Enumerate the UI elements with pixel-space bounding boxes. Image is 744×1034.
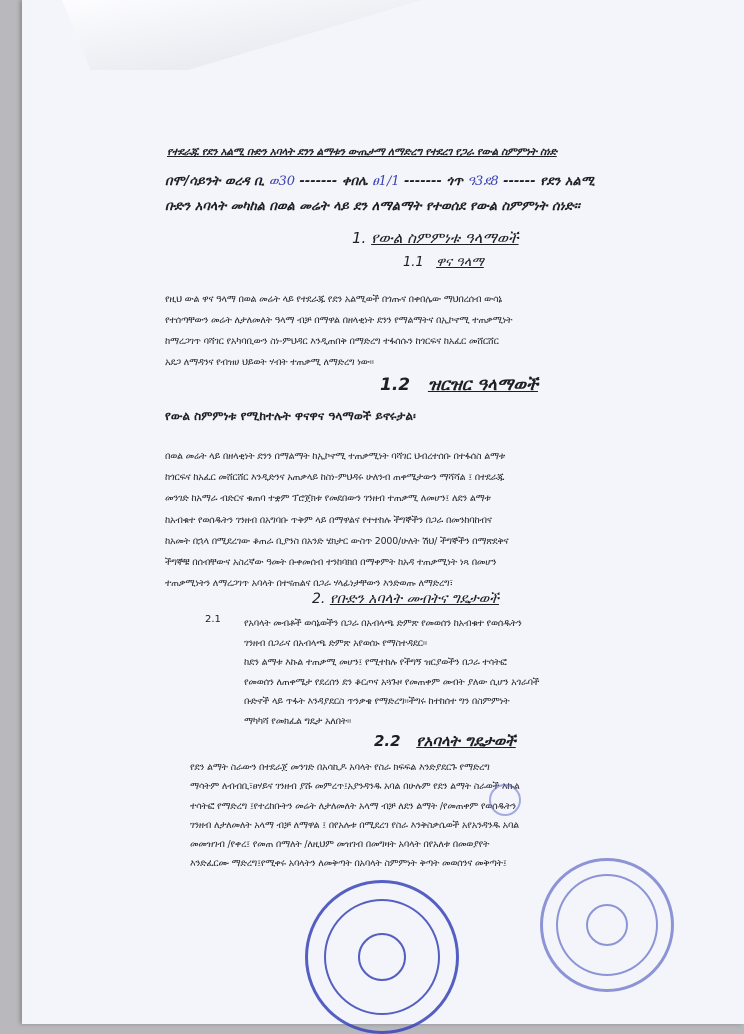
main-objective-paragraph — [165, 289, 512, 373]
ref-end: የደን አልሚ — [540, 174, 595, 189]
member-duties-paragraph — [190, 758, 520, 874]
section-1-2-heading: 1.2 ዝርዝር ዓላማወች — [380, 375, 538, 395]
clause-2-1-number: 2.1 — [205, 614, 221, 625]
objectives-lead: የውል ስምምነቱ የሚከተሉት ዋናዋና ዓላማወች ይኖሩታል፡ — [165, 409, 416, 423]
ref-got-label: ጎጥ — [446, 174, 463, 189]
paragraph-line: ቡድኖች ላይ ጥፋት እንዳያደርስ ጥንቃቄ የማድረግ፡፡ችግሩ ከተከሰተ ግን በስምምነት — [244, 696, 510, 707]
ref-prefix: በሞ/ሳይንት ወረዳ ቢ — [165, 174, 265, 189]
member-rights-paragraph — [244, 614, 539, 731]
reference-line-2: ቡድን አባላት መካከል በወል መሬት ላይ ደን ለማልማት የተወሰደ የውል ስምምነት ሰነድ፡፡ — [165, 199, 580, 214]
detailed-objectives-paragraph — [165, 446, 508, 594]
paragraph-line: ችግኞቹ በሰብቸውና አስረኛው ዓመት ቡቀመሰብ ተንከባክበ በማቀምት ከአዳ ተጠቃሚነት ነጻ በመሆን — [165, 557, 497, 569]
paragraph-line: ከደን ልማቱ እኩል ተጠቃሚ መሆን፤ የሚተከሉ የችግኝ ዝርያወችን በጋራ ተሳትፎ — [244, 657, 507, 668]
paragraph-line: ከአብቁተ የወሰዱትን ገንዘብ በአግባቡ ጥቅም ላይ በማዋልና የተተከሉ ችግኞችን በጋራ በመንከባከብና — [165, 514, 492, 526]
paragraph-line: መንገድ ከአማራ ብድርና ቁጠባ ተቋም ፕሮጀክቱ የመደበውን ገንዘብ ተጠቃሚ ለመሆን፤ ለደን ልማቱ — [165, 493, 491, 505]
reference-line-1: በሞ/ሳይንት ወረዳ ቢ ወ30 ------- ቀበሌ ፀ1/1 ------- ጎጥ ዓ3ደ8 ------ የደን አልሚ — [165, 174, 595, 189]
document-page — [22, 0, 744, 1024]
paragraph-line: ማካካሻ የመክፈል ግዴታ አለበት፡፡ — [244, 715, 352, 727]
paragraph-line: ተጠቃሚነትን ለማረጋገጥ አባላት በተናጠልና በጋራ ሃላፊነታቸውን እንድወጡ ለማድረግ፣ — [165, 578, 454, 590]
folded-corner — [62, 0, 422, 70]
faint-stamp-mark — [489, 784, 521, 816]
section-2-heading: 2. የቡድን አባላት መብትና ግዴታወች — [312, 591, 499, 607]
section-2-2-heading: 2.2 የአባላት ግዴታወች — [374, 732, 516, 750]
paragraph-line: ገንዘብ በጋራና በአብላጫ ድምጽ አየወሰኑ የማስተዳደር፡፡ — [244, 637, 427, 649]
paragraph-line: እንድፈርሙ ማድረግ፤የሚቀሩ አባላትን ለመቅጣት በአባላት ስምምነት ቅጣት መወሰንና መቅጣት፤ — [190, 858, 507, 870]
document-title: የተደራጁ የደን አልሚ ቡድን አባላት ደንን ልማቱን ውጤታማ ለማድረግ የተደረገ የጋራ የውል ስምምነት ስነድ — [167, 146, 557, 158]
paragraph-line: አደጋ ለማዳንና የብዝሀ ህይወት ሃብት ተጠቃሚ ለማድረግ ነው፡፡ — [165, 357, 374, 368]
paragraph-line: ማሳትም ለብብቢ፣ፀሃይና ገንዘብ ያሹ መምረጥ፤አያንዳንዱ አባል በሁሉም የደን ልማት ስራወች እኩል — [190, 781, 520, 793]
official-seal-right — [540, 858, 674, 992]
paragraph-line: ከጎርፍና ከአፈር መሸርሸር እንዲድንና አጠቃላይ ከስነ-ምህዳሩ ሁለንብ ጠቀሜታውን ማሻሻል ፤ በተደራጁ — [165, 472, 505, 484]
handwritten-got-name: ዓ3ደ8 — [467, 174, 499, 189]
paragraph-line: ተሳትፎ የማድረግ ፤የተረከቡትን መሬት ለታለመለት አላማ ብቻ ለደን ልማት /የመጠቀም የወሰዱትን — [190, 800, 516, 812]
paragraph-line: የዚህ ውል ዋና ዓላማ በወል መሬት ላይ የተደራጁ የደን አልሚወች በጎጡና በቀበሌው ማህበረሰብ ውሳኔ — [165, 294, 502, 305]
ref-kebele-label: ቀበሌ — [341, 174, 368, 189]
paragraph-line: የአባላት መብቶች ወሳኔወችን በጋራ በአብላጫ ድምጽ የመወሰን ከአብቁተ የወሰዱትን — [244, 618, 522, 629]
paragraph-line: የመወሰን ለጠቀሜታ የደረሰን ደን ቆርጦና አጓጉዞ የመጠቀም መብት ያለው ሲሆን አጎራባች — [244, 676, 540, 688]
paragraph-line: በወል መሬት ላይ በዘላቂነት ደንን በማልማት ከኢኮኖሚ ተጠቃሚነት ባሻገር ህብረተሰቡ በተፋሰስ ልማቱ — [165, 451, 506, 462]
section-1-heading: 1. የውል ስምምነቱ ዓላማወች — [352, 229, 519, 247]
official-seal-left — [305, 880, 459, 1034]
handwritten-kebele-number: ወ30 — [268, 174, 295, 189]
paragraph-line: መመዝገብ /የቀረ፤ የመጠ በማለት /ለዚህም መዝገብ በመግዛት አባላት በየአለቱ በመወያየት — [190, 839, 490, 851]
paragraph-line: ከማረጋገጥ ባሻገር የአካባቢውን ስነ-ምህዳር እንዲጠበቅ በማድረግ ተፋሰሱን ከጎርፍና ከአፈር መሸርሸር — [165, 336, 499, 347]
paragraph-line: ገንዘብ ለታለመለት አላማ ብቻ ለማዋል ፤ በየአሉቱ በሚደረገ የስራ እንቅስቃሴወች አየአንዳንዱ አባል — [190, 819, 519, 831]
paragraph-line: የተሰጣቸውን መሬት ለታለመለት ዓላማ ብቻ በማዋል በዘላቂነት ደንን የማልማትና በኢኮኖሚ ተጠቃሚነት — [165, 315, 513, 326]
paragraph-line: ከአመት በኋላ በሚደረገው ቆጠራ ቢያንስ በአንድ ሄክታር ውስጥ 2000/ሁለት ሽህ/ ችግኞችን በማጽደቅና — [165, 535, 509, 547]
paragraph-line: የደን ልማት ስራውን በተደራጀ መንገድ በአሳኪዶ አባላት የስራ ክፍፍል እንድያደርጉ የማድረግ — [190, 762, 490, 773]
section-1-1-heading: 1.1 ዋና ዓላማ — [403, 255, 484, 270]
handwritten-group-code: ፀ1/1 — [372, 174, 400, 189]
